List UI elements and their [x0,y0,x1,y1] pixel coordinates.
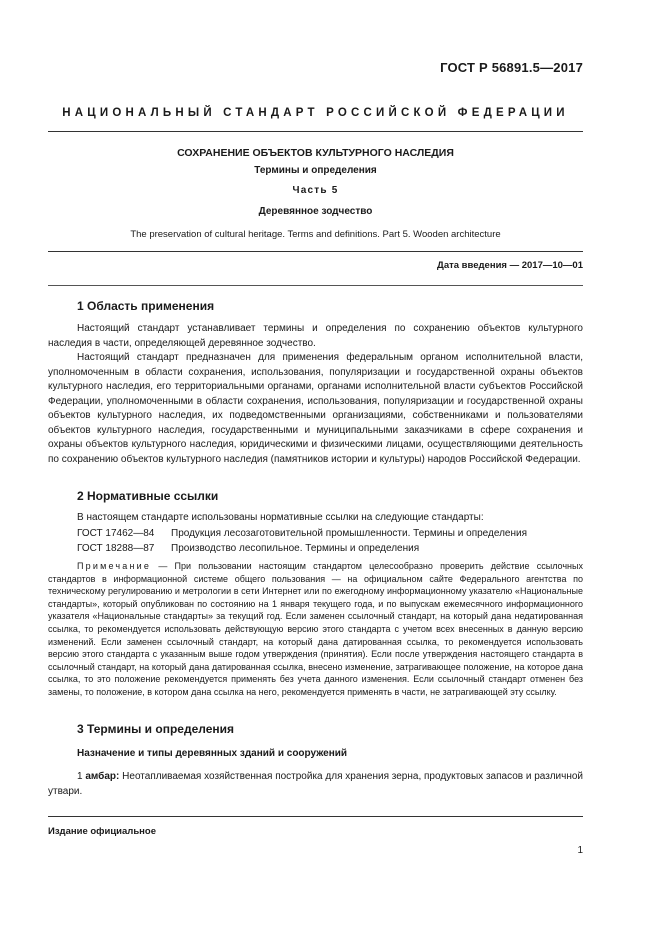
term-definition: Неотапливаемая хозяйственная постройка для хранения зерна, продуктовых запасов и различной утвари. [48,771,584,797]
reference-code: ГОСТ 17462—84 [77,528,155,539]
term-name: амбар: [85,771,120,782]
reference-title: Производство лесопильное. Термины и определения [171,543,420,554]
doc-part: Часть 5 [292,185,339,196]
section-2-title: 2 Нормативные ссылки [77,489,219,503]
normative-reference [77,528,527,539]
section-1-paragraph-2: Настоящий стандарт предназначен для применения федеральным органом исполнительной власти, уполномоченным в области сохранения, использования, популяризации и государственной охраны объектов культурного наследия, его территориальными органами, органами исполнительной власти субъектов Российской Федерации, уполномоченными в области сохранения, использования, популяризации и государственной охраны объектов культурного наследия, их подведомственными организациями, собственниками и пользователями объектов культурного наследия, государственными и муниципальными заказчиками в сфере сохранения и охраны объектов культурного наследия, юридическими и физическими лицами, осуществляющими деятельность по сохранению объектов культурного наследия (памятников истории и культуры) народов Российской Федерации. [48,352,583,465]
reference-code: ГОСТ 18288—87 [77,543,155,554]
divider [48,816,583,817]
section-3-title: 3 Термины и определения [77,722,235,736]
divider [48,251,583,252]
note-label: Примечание [77,561,152,571]
doc-title: СОХРАНЕНИЕ ОБЪЕКТОВ КУЛЬТУРНОГО НАСЛЕДИЯ [177,147,454,159]
normative-reference [77,543,419,554]
note-text: — При пользовании настоящим стандартом целесообразно проверить действие ссылочных стандартов в информационной системе общего пользования — на официальном сайте Федерального агентства по техническому регулированию и метрологии в сети Интернет или по ежегодному информационному указателю «Национальные стандарты», который опубликован по состоянию на 1 января текущего года, и по выпускам ежемесячного информационного указателя «Национальные стандарты» за текущий год. Если заменен ссылочный стандарт, на который дана недатированная ссылка, то рекомендуется использовать действующую версию этого стандарта с учетом всех внесенных в данную версию изменений. Если заменен ссылочный стандарт, на который дана датированная ссылка, то рекомендуется использовать версию этого стандарта с указанным выше годом утверждения (принятия). Если после утверждения настоящего стандарта в ссылочный стандарт, на который дана датированная ссылка, внесено изменение, затрагивающее положение, на которое дана ссылка, то это положение рекомендуется применять без учета данного изменения. Если ссылочный стандарт отменен без замены, то положение, в котором дана ссылка на него, рекомендуется применять в части, не затрагивающей эту ссылку. [48,561,583,697]
intro-date: Дата введения — 2017—10—01 [437,260,583,271]
national-standard-header: НАЦИОНАЛЬНЫЙ СТАНДАРТ РОССИЙСКОЙ ФЕДЕРАЦИИ [62,107,569,119]
term-entry [48,770,583,799]
doc-subtitle: Термины и определения [254,165,377,176]
divider [48,285,583,286]
page-number: 1 [577,845,583,856]
section-3-subheading: Назначение и типы деревянных зданий и сооружений [77,748,348,759]
divider [48,131,583,132]
doc-number: ГОСТ Р 56891.5—2017 [440,60,583,75]
section-2-paragraph-1: В настоящем стандарте использованы нормативные ссылки на следующие стандарты: [77,512,484,523]
section-1-title: 1 Область применения [77,299,215,313]
note [48,560,583,699]
edition-label: Издание официальное [48,826,156,837]
section-1-paragraph-1: Настоящий стандарт устанавливает термины и определения по сохранению объектов культурного наследия в части, определяющей деревянное зодчество. [48,323,583,349]
doc-part-name: Деревянное зодчество [258,206,373,217]
term-number: 1 [77,771,83,782]
reference-title: Продукция лесозаготовительной промышленности. Термины и определения [171,528,527,539]
doc-english-title: The preservation of cultural heritage. Terms and definitions. Part 5. Wooden architecture [130,229,501,240]
